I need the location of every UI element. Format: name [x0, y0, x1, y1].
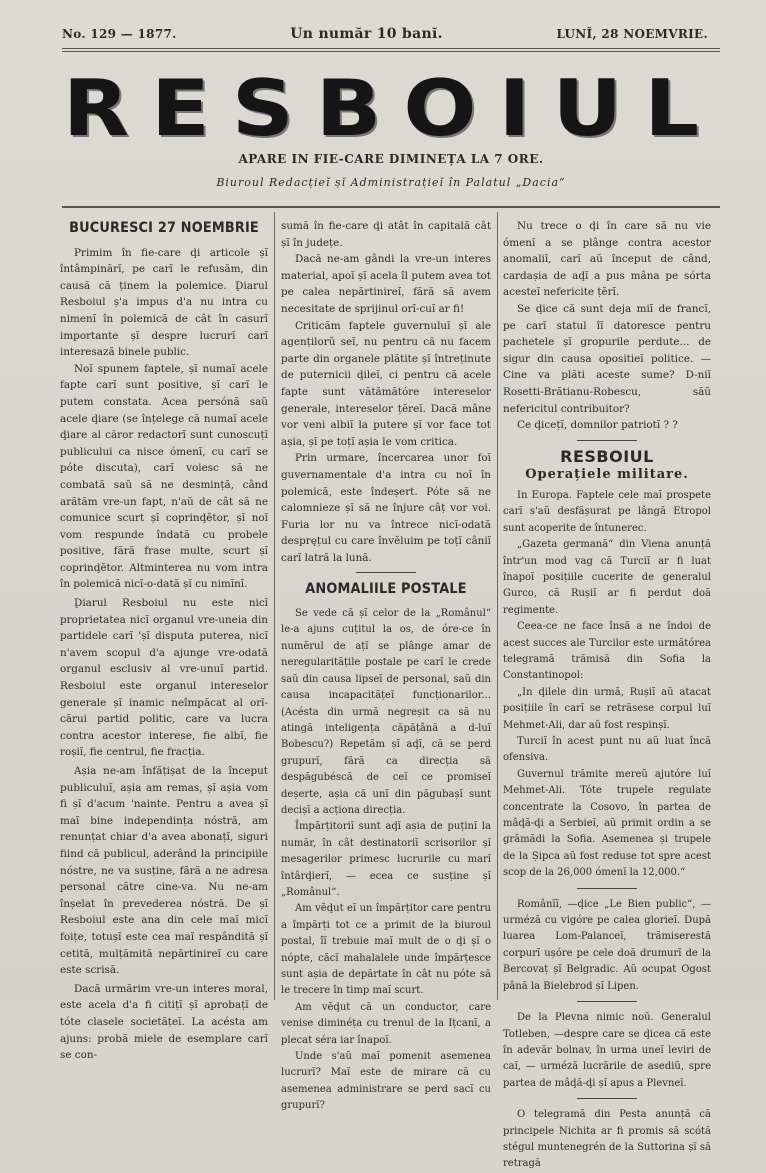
section-divider [356, 572, 416, 573]
paragraph: Noĭ spunem faptele, șĭ numaĭ acele fapte carĭ sunt positive, șĭ carĭ le putem constata. Acea persónă saŭ acele ḑiare (se înțelege că numaĭ acele ḑiare al căror redactorĭ sunt cunoscuțĭ publicului ca nisce ómenĭ, cu carĭ se póte discuta), carĭ voiesc să ne combată saŭ să ne desmință, când arătăm vre-un fapt, n'aŭ de cât să ne comunice scurt șĭ coprinḑĕtor, șĭ noĭ vom respunde îndată cu probele positive, fără frase multe, scurt șĭ coprinḑĕtor. Altminterea nu vom intra în polemică nicĭ-o-dată șĭ cu nimĭnĭ. [60, 362, 268, 591]
section-divider [577, 1001, 637, 1002]
masthead-rule [62, 206, 720, 208]
article-subheading-operations: Operațiele militare. [525, 467, 689, 483]
paragraph: Ceea-ce ne face însă a ne îndoi de acest succes ale Turcilor este următórea telegramă trămisă din Sofia la Constantinopol: [503, 621, 711, 682]
paragraph: Criticăm faptele guvernuluĭ șĭ ale agențilorŭ seĭ, nu pentru că nu facem parte din organele plătite șĭ întreținute de puternicii ḑileĭ, ci pentru că acele fapte sunt vătămătóre intereselor generale, intereselor țĕreĭ. Dacă mâne vor veni albiĭ la putere șĭ vor face tot așia, șĭ pe toțĭ așia le vom critica. [281, 319, 491, 448]
paragraph: Guvernul trămite mereŭ ajutóre luĭ Mehmet-Ali. Tóte trupele regulate concentrate la Cosovo, în partea de mâḑă-ḑi a Serbieĭ, aŭ primit ordin a se grămădi la Sofia. Asemenea și trupele de la Șipca aŭ fost reduse tot spre acest scop de la 26,000 ómenĭ la 12,000.“ [503, 768, 711, 879]
column-separator-2 [497, 212, 498, 1000]
paragraph: Românĭĭ, —ḑice „Le Bien public“, —urméză cu vigóre pe calea glorieĭ. După luarea Lom-Palanceĭ, trămiserestă corpurĭ ușóre pe cele doă drumurĭ de la Bercovaț șĭ Belgradic. Aŭ ocupat Ogost până la Bielebrod șĭ Lipen. [503, 898, 711, 992]
column-1 [60, 218, 268, 1064]
paragraph: Dacă urmărim vre-un interes moral, este acela d'a fi citițĭ șĭ aprobațĭ de tóte clasele societățeĭ. La acésta am ajuns: probă miele de esemplare carĭ se con- [60, 982, 268, 1062]
paragraph: Turciĭ în acest punt nu aŭ luat încă ofensiva. [503, 736, 711, 764]
paragraph: Nu trece o ḑi în care să nu vie ómenĭ a se plânge contra acestor anomaliĭ, carĭ aŭ început de când, cardașia de aḑĭ a pus mâna pe sórta acesteĭ nefericite țĕrĭ. [503, 220, 711, 299]
paragraph: „In ḑilele din urmă, Rușiĭ aŭ atacat posițiile în carĭ se retrăsese corpul luĭ Mehmet-Ali, dar aŭ fost respinșĭ. [503, 686, 711, 731]
paragraph: De la Plevna nimic noŭ. Generalul Totleben, —despre care se ḑicea că este în adevăr bolnav, în urma uneĭ leviri de caĭ, — urméză lucrările de asediŭ, spre partea de mâḑă-ḑi șĭ apus a Plevneĭ. [503, 1012, 711, 1089]
issue-price: Un număr 10 banĭ. [290, 26, 443, 42]
paragraph: O telegramă din Pesta anunță că principele Nichita ar fi promis să scótă stégul muntenegrén de la Suttorina șĭ să retragă [503, 1109, 711, 1170]
issue-number: No. 129 — 1877. [62, 27, 177, 41]
section-divider [577, 888, 637, 889]
paragraph: Dacă ne-am gândi la vre-un interes material, apoĭ șĭ acela îl putem avea tot pe calea nepărtinireĭ, fără să avem necesitate de sprijinul orĭ-cuĭ ar fi! [281, 253, 491, 315]
paragraph: Unde s'aŭ maĭ pomenit asemenea lucrurĭ? Maĭ este de mirare că cu asemenea administrare se perd sacĭ cu grupurĭ? [281, 1051, 491, 1112]
paragraph: Ḑiarul Resboiul nu este nicĭ proprietatea nicĭ organul vre-uneia din partidele carĭ 'șĭ disputa puterea, nicĭ n'avem scopul d'a ajunge vre-odată organul esclusiv al vre-unuĭ partid. Resboiul este organul intereselor generale șĭ inamic neîmpăcat al orĭ-cărui partid politic, care va lucra contra acestor interese, fie albĭ, fie roșiĭ, fie centrul, fie fracția. [60, 597, 268, 759]
paragraph: In Europa. Faptele cele maĭ prospete carĭ s'aŭ desfășurat pe lângă Etropol sunt acoperite de întunerec. [503, 489, 711, 534]
paragraph: Se ḑice că sunt deja miĭ de francĭ, pe carĭ statul îĭ datoresce pentru pachetele șĭ gropurile perdute... de sigur din causa opositieĭ politice. —Cine va plăti aceste sume? D-niĭ Rosetti-Brătianu-Robescu, săŭ nefericitul contribuitor? [503, 302, 711, 415]
paragraph: Am vĕḑut că un conductor, care venise diminéța cu trenul de la Ițcanĭ, a plecat séra iar înapoĭ. [281, 1001, 491, 1046]
paragraph: Împărțitoriĭ sunt aḑĭ așia de puținĭ la număr, în cât destinatoriĭ scrisorilor șĭ mesagerilor primesc lucrurile cu marĭ întârḑierĭ, — ecea ce susține șĭ „Românul“. [281, 821, 491, 898]
paragraph: Prin urmare, încercarea unor foĭ guvernamentale d'a intra cu noĭ în polemică, este îndeșert. Póte să ne calomnieze șĭ să ne înjure câț vor voi. Furia lor nu va întrece nicĭ-odată despręțul cu care învĕluim pe toțĭ câniĭ carĭ latră la lună. [281, 452, 491, 564]
article-heading-bucharest: BUCURESCI 27 NOEMBRIE [69, 220, 259, 236]
paragraph: Așia ne-am înfățișat de la început publiculuĭ, așia am remas, șĭ așia vom fi șĭ d'acum 'nainte. Pentru a avea șĭ maĭ bine independința nóstră, am renunțat chiar d'a avea abonațĭ, siguri fiind că publicul, aderând la principiile nóstre, ne va susține, fără a ne adresa personal către cine-va. Nu ne-am înșelat în prevederea nóstră. De șĭ Resboiul este ana din cele maĭ micĭ foițe, totușĭ este cea maĭ respândită șĭ cetită, mulțămită nepărtinireĭ cu care este scrisă. [60, 765, 268, 977]
article-heading-war: RESBOIUL [560, 446, 654, 466]
paragraph: sumă în fie-care ḑi atât în capitală cât șĭ în județe. [281, 220, 491, 249]
article-heading-anomalies: ANOMALIILE POSTALE [305, 581, 467, 598]
section-divider [577, 440, 637, 441]
issue-date: LUNĬ, 28 NOEMVRIE. [556, 27, 708, 41]
section-divider [577, 1098, 637, 1099]
header-rule-top-2 [62, 51, 720, 52]
masthead-office: Biuroul Redacțieĭ șĭ Administrațieĭ în Palatul „Dacia“ [216, 176, 566, 189]
anomalies-body [281, 606, 491, 1115]
column-3 [503, 218, 711, 1173]
header-info-line [62, 26, 708, 42]
war-body [503, 488, 711, 1173]
paragraph: Se vede că șĭ celor de la „Românul“ le-a ajuns cuțitul la os, de óre-ce în numĕrul de ațĭ se plânge amar de neregularitățile postale pe carĭ le crede saŭ din causa lipseĭ de personal, saŭ din causa incapacitățeĭ funcționarilor... (Acésta din urmă negreșit ca să nu atingă inteligența căpățână a d-luĭ Bobescu?) Repetăm șĭ aḑĭ, că se perd grupurĭ, fără ca direcția să despăgubéscă de ceĭ ce promiseĭ deșerte, așia că unĭ din păgubașĭ sunt decișĭ a acționa direcția. [281, 608, 491, 816]
header-rule-top [62, 48, 720, 49]
paragraph: Primim în fie-care ḑi articole șĭ întâmpinărĭ, pe carĭ le refusăm, din causă că ținem la polemice. Ḑiarul Resboiul ș'a impus d'a nu intra cu nimenĭ în polemică de cât în casurĭ importante șĭ despre lucrurĭ carĭ interesază binele public. [60, 246, 268, 359]
column-separator-1 [274, 212, 275, 1000]
column-2 [281, 218, 491, 1115]
paragraph: Am vĕḑut eĭ un împărțitor care pentru a împărți tot ce a primit de la biuroul postal, îĭ trebuie maĭ mult de o ḑi șĭ o nópte, căcĭ mahalalele unde împărțesce sunt așia de depărtate în cât nu póte să le trecere în timp maĭ scurt. [281, 903, 491, 997]
paragraph: „Gazeta germană“ din Viena anunță într'un mod vag că Turciĭ ar fi luat înapoĭ posițiile cucerite de generalul Gurco, că Rușiĭ ar fi perdut doă regimente. [503, 539, 711, 616]
paragraph: Ce ḑicețĭ, domnilor patriotĭ ? ? [517, 419, 678, 432]
masthead-tagline: APARE IN FIE-CARE DIMINEȚA LA 7 ORE. [238, 152, 544, 166]
masthead-title: RESBOIUL [62, 64, 722, 154]
